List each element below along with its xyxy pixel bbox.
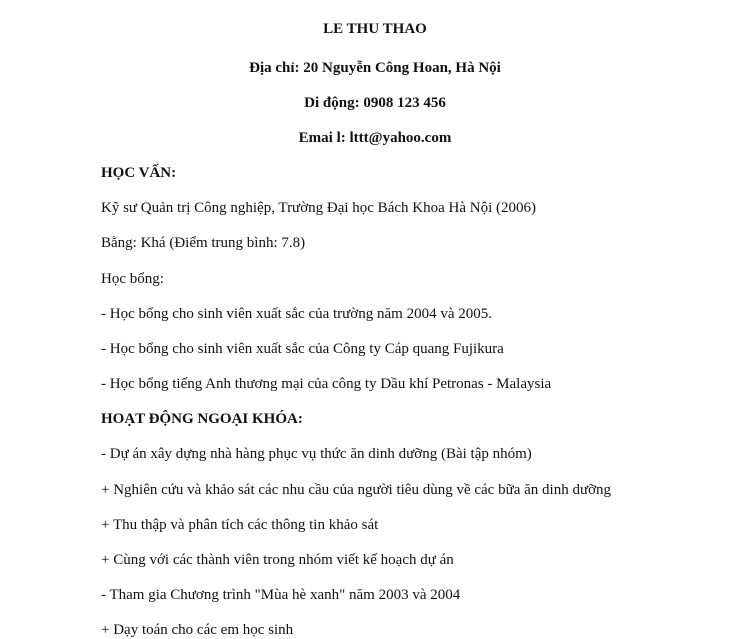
activity-item: + Nghiên cứu và khảo sát các nhu cầu của người tiêu dùng về các bữa ăn dinh dưỡng xyxy=(101,482,612,498)
activity-item: + Thu thập và phân tích các thông tin khảo sát xyxy=(101,517,379,533)
activity-item: - Dự án xây dựng nhà hàng phục vụ thức ăn dinh dưỡng (Bài tập nhóm) xyxy=(101,446,532,462)
address-line: Địa chỉ: 20 Nguyễn Công Hoan, Hà Nội xyxy=(249,60,501,76)
activities-heading: HOẠT ĐỘNG NGOẠI KHÓA: xyxy=(101,411,303,427)
activity-item: - Tham gia Chương trình "Mùa hè xanh" năm 2003 và 2004 xyxy=(101,587,461,603)
education-degree: Kỹ sư Quản trị Công nghiệp, Trường Đại học Bách Khoa Hà Nội (2006) xyxy=(101,200,536,216)
education-grade: Bằng: Khá (Điểm trung bình: 7.8) xyxy=(101,235,306,251)
scholarship-item: - Học bổng tiếng Anh thương mại của công ty Dầu khí Petronas - Malaysia xyxy=(101,376,552,392)
candidate-name: LE THU THAO xyxy=(323,21,427,37)
scholarship-item: - Học bổng cho sinh viên xuất sắc của Công ty Cáp quang Fujikura xyxy=(101,341,504,357)
mobile-line: Di động: 0908 123 456 xyxy=(304,95,446,111)
education-heading: HỌC VẤN: xyxy=(101,165,177,181)
activity-item: + Cùng với các thành viên trong nhóm viết kế hoạch dự án xyxy=(101,552,454,568)
scholarship-heading: Học bổng: xyxy=(101,271,164,287)
activity-item: + Dạy toán cho các em học sinh xyxy=(101,622,294,638)
scholarship-item: - Học bổng cho sinh viên xuất sắc của trường năm 2004 và 2005. xyxy=(101,306,492,322)
email-line: Emai l: lttt@yahoo.com xyxy=(298,130,452,146)
